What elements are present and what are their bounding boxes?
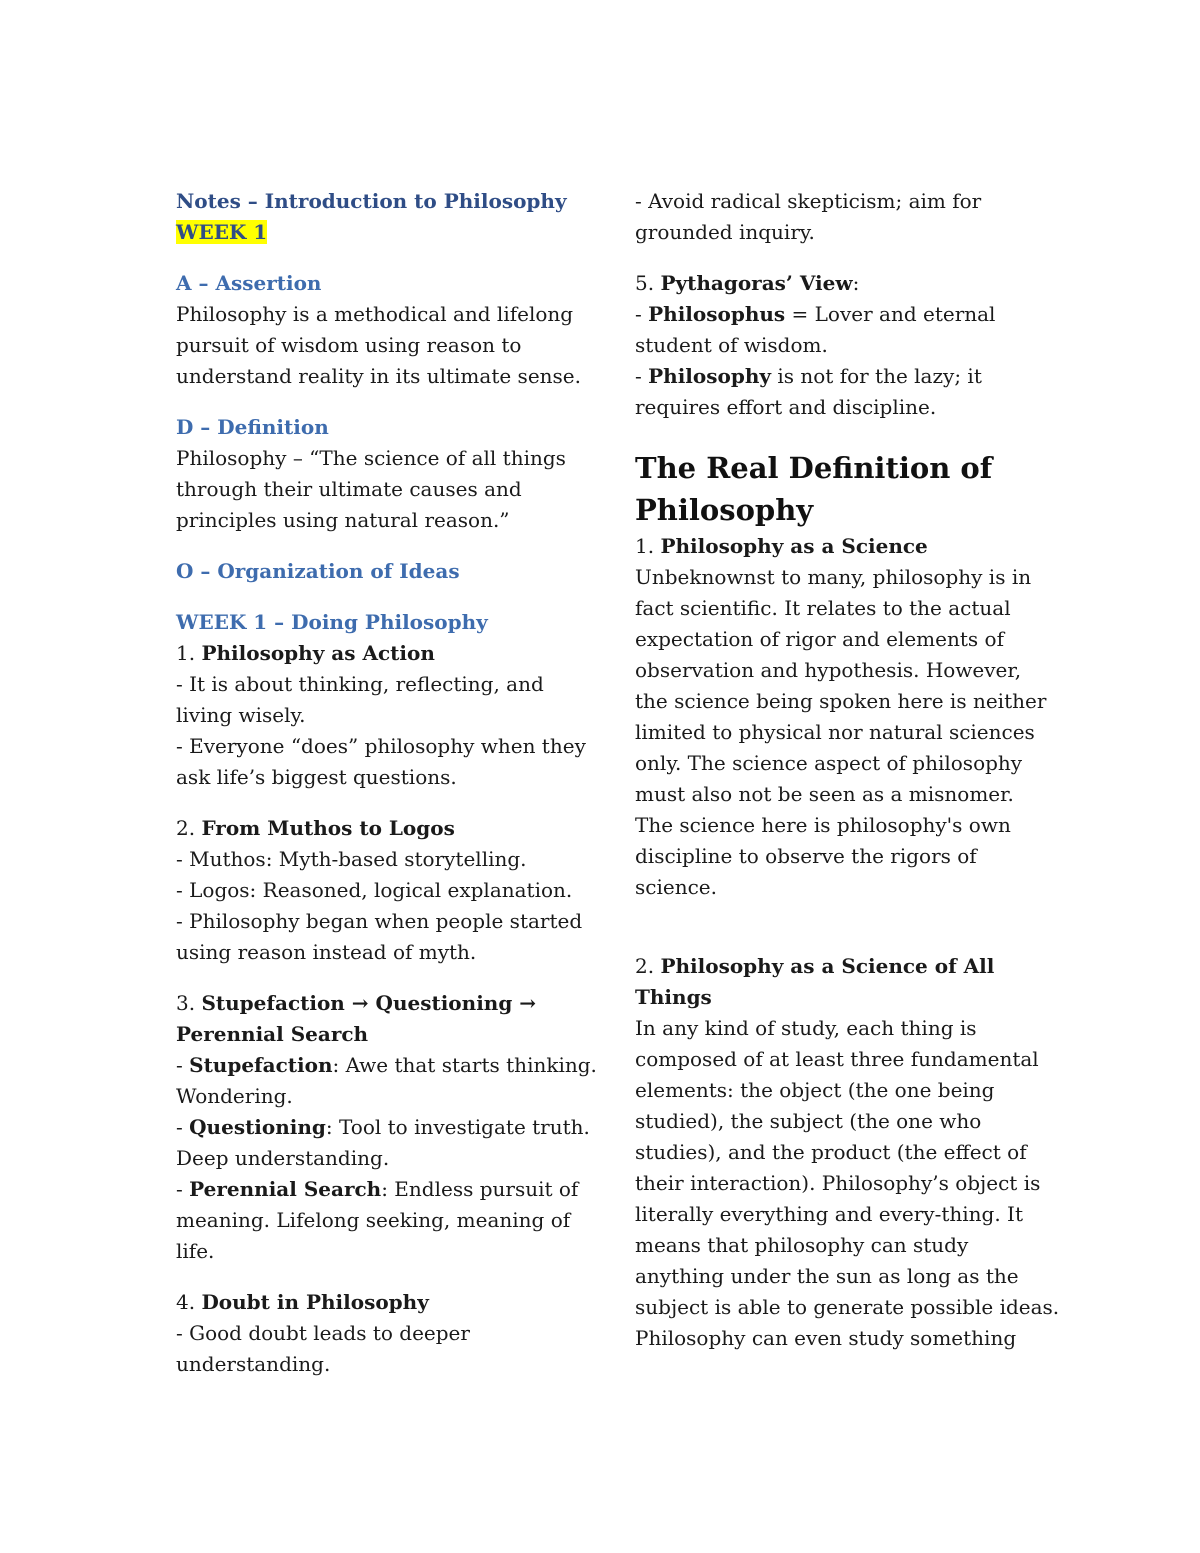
section-1-line: limited to physical nor natural sciences xyxy=(635,720,1035,744)
section-1-line: observation and hypothesis. However, xyxy=(635,658,1022,682)
item-4-line: - Good doubt leads to deeper xyxy=(176,1321,470,1345)
section-2-line: subject is able to generate possible ideas. xyxy=(635,1295,1060,1319)
item-2-line: - Philosophy began when people started xyxy=(176,909,583,933)
section-1-line: science. xyxy=(635,875,717,899)
assertion-line: Philosophy is a methodical and lifelong xyxy=(176,302,574,326)
item-1-line: - It is about thinking, reflecting, and xyxy=(176,672,544,696)
item-2-title: 2. From Muthos to Logos xyxy=(176,816,455,840)
item-3-line: Deep understanding. xyxy=(176,1146,390,1170)
section-1-line: fact scientific. It relates to the actual xyxy=(635,596,1011,620)
cont-line: grounded inquiry. xyxy=(635,220,815,244)
item-2 xyxy=(176,813,583,968)
section-2-title-cont: Things xyxy=(635,985,712,1009)
item-3-title: 3. Stupefaction → Questioning → xyxy=(176,991,537,1015)
section-2-title: 2. Philosophy as a Science of All xyxy=(635,954,995,978)
section-2-line: studied), the subject (the one who xyxy=(635,1109,982,1133)
item-3-questioning: - Questioning: Tool to investigate truth. xyxy=(176,1115,590,1139)
item-5 xyxy=(635,268,1030,423)
item-3-line: Wondering. xyxy=(176,1084,293,1108)
section-2-line: elements: the object (the one being xyxy=(635,1078,995,1102)
section-2 xyxy=(635,951,1060,1354)
item-1-line: - Everyone “does” philosophy when they xyxy=(176,734,586,758)
item-5-title: 5. Pythagoras’ View: xyxy=(635,271,860,295)
week-section xyxy=(176,607,586,793)
item-5-philosophy: - Philosophy is not for the lazy; it xyxy=(635,364,982,388)
item-3-line: life. xyxy=(176,1239,215,1263)
item-4 xyxy=(176,1287,576,1380)
section-2-line: studies), and the product (the effect of xyxy=(635,1140,1027,1164)
notes-title: Notes – Introduction to Philosophy xyxy=(176,189,567,213)
real-definition-heading: The Real Definition of Philosophy xyxy=(635,451,993,527)
item-1-line: living wisely. xyxy=(176,703,306,727)
section-2-line: composed of at least three fundamental xyxy=(635,1047,1039,1071)
section-2-line: Philosophy can even study something xyxy=(635,1326,1017,1350)
section-2-line: their interaction). Philosophy’s object is xyxy=(635,1171,1041,1195)
section-1-line: discipline to observe the rigors of xyxy=(635,844,977,868)
section-1-line: must also not be seen as a misnomer. xyxy=(635,782,1014,806)
assertion-heading: A – Assertion xyxy=(176,271,322,295)
item-1-line: ask life’s biggest questions. xyxy=(176,765,457,789)
section-2-line: anything under the sun as long as the xyxy=(635,1264,1019,1288)
section-1-line: The science here is philosophy's own xyxy=(635,813,1011,837)
section-2-line: means that philosophy can study xyxy=(635,1233,969,1257)
section-1-title: 1. Philosophy as a Science xyxy=(635,534,928,558)
item-4-title: 4. Doubt in Philosophy xyxy=(176,1290,429,1314)
cont-line: - Avoid radical skepticism; aim for xyxy=(635,189,982,213)
definition-heading: D – Definition xyxy=(176,415,329,439)
section-1-line: Unbeknownst to many, philosophy is in xyxy=(635,565,1032,589)
assertion-line: understand reality in its ultimate sense. xyxy=(176,364,581,388)
section-1 xyxy=(635,531,1047,903)
item-2-line: - Logos: Reasoned, logical explanation. xyxy=(176,878,573,902)
item-1-title: 1. Philosophy as Action xyxy=(176,641,435,665)
item-2-line: using reason instead of myth. xyxy=(176,940,477,964)
item-5-line: requires effort and discipline. xyxy=(635,395,937,419)
week-heading: WEEK 1 – Doing Philosophy xyxy=(176,610,488,634)
definition-line: through their ultimate causes and xyxy=(176,477,522,501)
definition-line: principles using natural reason.” xyxy=(176,508,510,532)
right-column xyxy=(635,186,1060,1354)
item-3-perennial: - Perennial Search: Endless pursuit of xyxy=(176,1177,579,1201)
assertion-section xyxy=(176,268,581,392)
item-4-line: understanding. xyxy=(176,1352,331,1376)
section-1-line: only. The science aspect of philosophy xyxy=(635,751,1023,775)
organization-heading: O – Organization of Ideas xyxy=(176,559,460,583)
item-3-line: meaning. Lifelong seeking, meaning of xyxy=(176,1208,571,1232)
section-2-line: In any kind of study, each thing is xyxy=(635,1016,977,1040)
item-2-line: - Muthos: Myth-based storytelling. xyxy=(176,847,527,871)
week-tag: WEEK 1 xyxy=(176,220,268,244)
definition-line: Philosophy – “The science of all things xyxy=(176,446,566,470)
left-column xyxy=(176,186,597,1400)
item-5-philosophus: - Philosophus = Lover and eternal xyxy=(635,302,996,326)
item-5-line: student of wisdom. xyxy=(635,333,828,357)
section-2-line: literally everything and every-thing. It xyxy=(635,1202,1023,1226)
continuation xyxy=(635,186,1030,248)
item-3-stupefaction: - Stupefaction: Awe that starts thinking. xyxy=(176,1053,597,1077)
definition-section xyxy=(176,412,576,536)
item-3-title-cont: Perennial Search xyxy=(176,1022,369,1046)
assertion-line: pursuit of wisdom using reason to xyxy=(176,333,522,357)
item-3 xyxy=(176,988,597,1267)
section-1-line: the science being spoken here is neither xyxy=(635,689,1047,713)
section-1-line: expectation of rigor and elements of xyxy=(635,627,1004,651)
